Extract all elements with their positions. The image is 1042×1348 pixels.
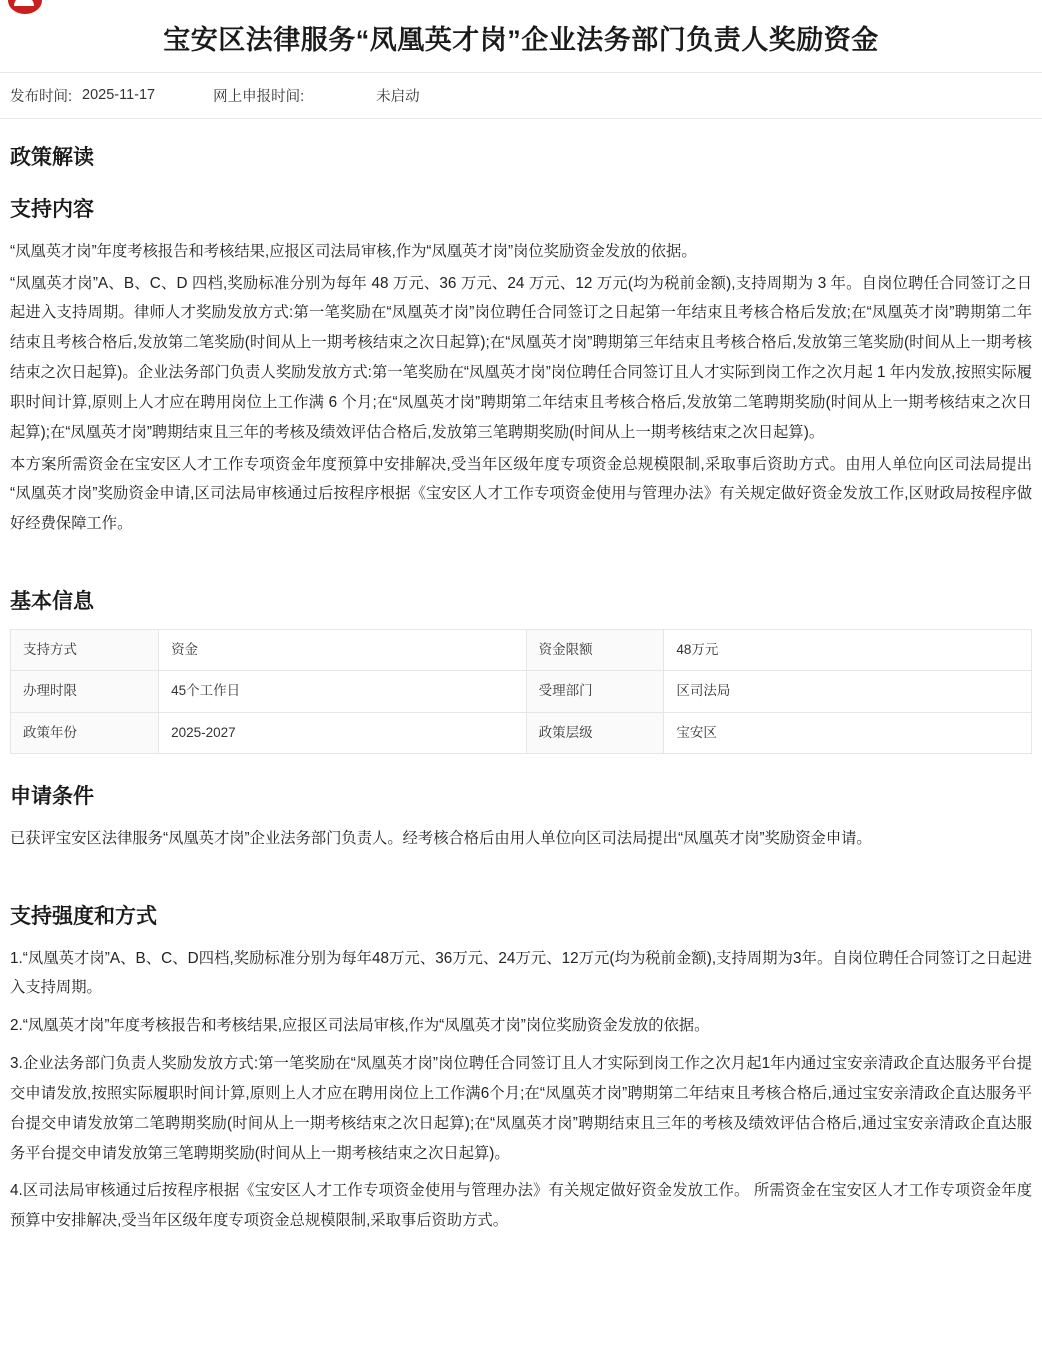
table-cell-key: 办理时限 <box>11 671 159 712</box>
red-swoosh-logo-icon <box>8 0 42 14</box>
meta-row <box>0 72 1042 119</box>
document-content <box>0 141 1042 1284</box>
list-item: 4.区司法局审核通过后按程序根据《宝安区人才工作专项资金使用与管理办法》有关规定做好资金发放工作。 所需资金在宝安区人才工作专项资金年度预算中安排解决,受当年区级年度专项资金总规模限制,采取事后资助方式。 <box>10 1182 1032 1230</box>
page-title: 宝安区法律服务“凤凰英才岗”企业法务部门负责人奖励资金 <box>163 25 879 55</box>
table-cell-value: 2025-2027 <box>159 712 527 753</box>
support-strength-list <box>10 944 1032 1236</box>
online-apply-time-label: 网上申报时间: <box>213 88 305 105</box>
online-apply-time <box>213 85 420 106</box>
list-item: 1.“凤凰英才岗”A、B、C、D四档,奖励标准分别为每年48万元、36万元、24万元、12万元(均为税前金额),支持周期为3年。自岗位聘任合同签订之日起进入支持周期。 <box>10 949 1032 997</box>
section-heading-support-strength: 支持强度和方式 <box>10 904 157 928</box>
table-cell-value: 宝安区 <box>664 712 1032 753</box>
list-item: 3.企业法务部门负责人奖励发放方式:第一笔奖励在“凤凰英才岗”岗位聘任合同签订且人才实际到岗工作之次月起1年内通过宝安亲清政企直达服务平台提交申请发放,按照实际履职时间计算,原则上人才应在聘用岗位上工作满6个月;在“凤凰英才岗”聘期第二年结束且考核合格后,通过宝安亲清政企直达服务平台提交申请发放第二笔聘期奖励(时间从上一期考核结束之次日起算);在“凤凰英才岗”聘期结束且三年的考核及绩效评估合格后,通过宝安亲清政企直达服务平台提交申请发放第三笔聘期奖励(时间从上一期考核结束之次日起算)。 <box>10 1055 1032 1162</box>
support-content-paragraph-3: 本方案所需资金在宝安区人才工作专项资金年度预算中安排解决,受当年区级年度专项资金总规模限制,采取事后资助方式。由用人单位向区司法局提出“凤凰英才岗”奖励资金申请,区司法局审核通过后按程序根据《宝安区人才工作专项资金使用与管理办法》有关规定做好资金发放工作,区财政局按程序做好经费保障工作。 <box>10 455 1032 533</box>
support-content-paragraph-1: “凤凰英才岗”年度考核报告和考核结果,应报区司法局审核,作为“凤凰英才岗”岗位奖励资金发放的依据。 <box>10 242 697 260</box>
table-cell-value: 48万元 <box>664 630 1032 671</box>
basic-info-table <box>10 629 1032 754</box>
section-heading-basic-info: 基本信息 <box>10 590 94 614</box>
section-heading-apply-conditions: 申请条件 <box>10 784 94 808</box>
table-cell-key: 资金限额 <box>526 630 664 671</box>
publish-time-value: 2025-11-17 <box>82 87 156 104</box>
list-item: 2.“凤凰英才岗”年度考核报告和考核结果,应报区司法局审核,作为“凤凰英才岗”岗位奖励资金发放的依据。 <box>10 1017 710 1035</box>
table-row <box>11 630 1032 671</box>
section-spacer <box>10 856 1032 874</box>
publish-time-label: 发布时间: <box>10 88 73 105</box>
online-apply-time-value: 未启动 <box>376 88 420 105</box>
table-cell-value: 资金 <box>159 630 527 671</box>
table-cell-key: 政策年份 <box>11 712 159 753</box>
section-heading-support-content: 支持内容 <box>10 197 94 221</box>
section-heading-policy-interpretation: 政策解读 <box>10 145 94 169</box>
table-row <box>11 712 1032 753</box>
table-cell-key: 受理部门 <box>526 671 664 712</box>
table-cell-value: 区司法局 <box>664 671 1032 712</box>
publish-time <box>10 85 155 106</box>
apply-conditions-text: 已获评宝安区法律服务“凤凰英才岗”企业法务部门负责人。经考核合格后由用人单位向区司法局提出“凤凰英才岗”奖励资金申请。 <box>10 829 872 847</box>
table-cell-key: 支持方式 <box>11 630 159 671</box>
support-content-paragraph-2: “凤凰英才岗”A、B、C、D 四档,奖励标准分别为每年 48 万元、36 万元、24 万元、12 万元(均为税前金额),支持周期为 3 年。自岗位聘任合同签订之日起进入支持周期。律师人才奖励发放方式:第一笔奖励在“凤凰英才岗”岗位聘任合同签订之日起第一年结束且考核合格后发放;在“凤凰英才岗”聘期第二年结束且考核合格后,发放第二笔奖励(时间从上一期考核结束之次日起算);在“凤凰英才岗”聘期第三年结束且考核合格后,发放第三笔奖励(时间从上一期考核结束之次日起算)。企业法务部门负责人奖励发放方式:第一笔奖励在“凤凰英才岗”岗位聘任合同签订且人才实际到岗工作之次月起 1 年内发放,按照实际履职时间计算,原则上人才应在聘用岗位上工作满 6 个月;在“凤凰英才岗”聘期第二年结束且考核合格后,发放第二笔聘期奖励(时间从上一期考核结束之次日起算);在“凤凰英才岗”聘期结束且三年的考核及绩效评估合格后,发放第三笔聘期奖励(时间从上一期考核结束之次日起算)。 <box>10 274 1032 441</box>
table-cell-value: 45个工作日 <box>159 671 527 712</box>
table-row <box>11 671 1032 712</box>
section-spacer <box>10 541 1032 559</box>
table-cell-key: 政策层级 <box>526 712 664 753</box>
top-bar <box>0 0 1042 22</box>
